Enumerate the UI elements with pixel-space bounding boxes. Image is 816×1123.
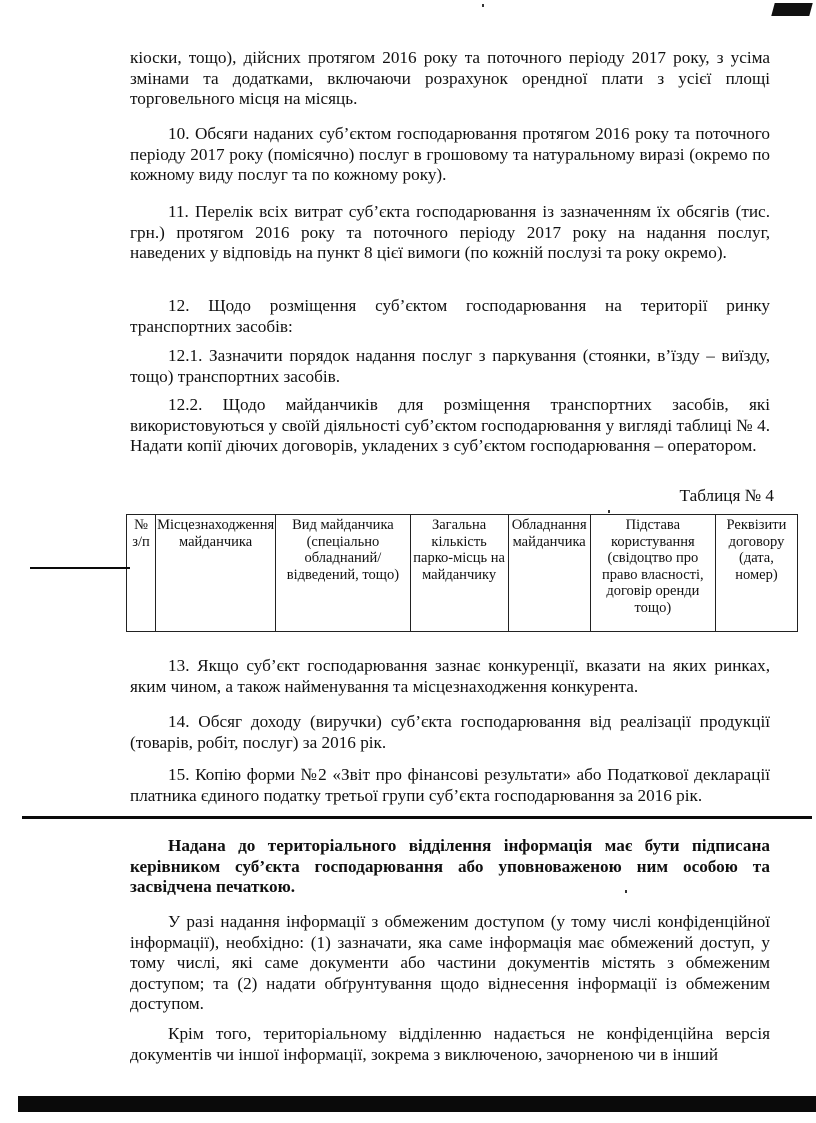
scan-speck bbox=[625, 890, 627, 893]
header-total-spots: Загальна кількість парко-місць на майданчику bbox=[410, 515, 508, 632]
paragraph-9-continuation: кіоски, тощо), дійсних протягом 2016 року та поточного періоду 2017 року, з усіма змінами та додатками, включаючи розрахунок орендної плати з усієї площі торговельного місця на місяць. bbox=[130, 48, 770, 108]
paragraph-15: 15. Копію форми №2 «Звіт про фінансові результати» або Податкової декларації платника єдиного податку третьої групи суб’єкта господарювання за 2016 рік. bbox=[130, 765, 770, 805]
header-location: Місцезнаходження майданчика bbox=[156, 515, 276, 632]
table-caption: Таблиця № 4 bbox=[679, 486, 774, 505]
paragraph-restricted-access: У разі надання інформації з обмеженим доступом (у тому числі конфіденційної інформації), необхідно: (1) зазначати, яка саме інформація має обмежений доступ, у тому числі, які саме документи або частини документів містять з обмеженим доступом; та (2) надати обґрунтування щодо віднесення інформації із обмеженим доступом. bbox=[130, 912, 770, 1013]
scan-artifact-line bbox=[30, 567, 130, 569]
scan-bottom-bar bbox=[18, 1096, 816, 1112]
scan-fold-line bbox=[22, 816, 812, 825]
header-contract-details: Реквізити договору (дата, номер) bbox=[715, 515, 797, 632]
header-basis: Підстава користування (свідоцтво про право власності, договір оренди тощо) bbox=[590, 515, 715, 632]
paragraph-13: 13. Якщо суб’єкт господарювання зазнає конкуренції, вказати на яких ринках, яким чином, а також найменування та місцезнаходження конкурента. bbox=[130, 656, 770, 696]
paragraph-10: 10. Обсяги наданих суб’єктом господарювання протягом 2016 року та поточного періоду 2017 року (помісячно) послуг в грошовому та натуральному виразі (окремо по кожному виду послуг та по кожному року). bbox=[130, 124, 770, 184]
notice-signature: Надана до територіального відділення інформація має бути підписана керівником суб’єкта господарювання або уповноваженою ним особою та засвідчена печаткою. bbox=[130, 836, 770, 896]
paragraph-12-2: 12.2. Щодо майданчиків для розміщення транспортних засобів, які використовуються у своїй діяльності суб’єктом господарювання у вигляді таблиці № 4. Надати копії діючих договорів, укладених з суб’єктом господарювання – оператором. bbox=[130, 395, 770, 455]
table-header-row bbox=[127, 515, 798, 632]
scan-artifact bbox=[771, 3, 812, 16]
paragraph-14: 14. Обсяг доходу (виручки) суб’єкта господарювання від реалізації продукції (товарів, робіт, послуг) за 2016 рік. bbox=[130, 712, 770, 752]
paragraph-11: 11. Перелік всіх витрат суб’єкта господарювання із зазначенням їх обсягів (тис. грн.) протягом 2016 року та поточного періоду 2017 року на надання послуг, наведених у відповідь на пункт 8 цієї вимоги (по кожній послузі та року окремо). bbox=[130, 202, 770, 262]
paragraph-12-1: 12.1. Зазначити порядок надання послуг з паркування (стоянки, в’їзду – виїзду, тощо) транспортних засобів. bbox=[130, 346, 770, 386]
header-equipment: Обладнання майданчика bbox=[508, 515, 590, 632]
header-number: № з/п bbox=[127, 515, 156, 632]
paragraph-12: 12. Щодо розміщення суб’єктом господарювання на території ринку транспортних засобів: bbox=[130, 296, 770, 336]
header-type: Вид майданчика (спеціально обладнаний/відведений, тощо) bbox=[276, 515, 411, 632]
scan-speck bbox=[608, 510, 610, 513]
scan-speck bbox=[482, 4, 484, 7]
table-4 bbox=[126, 514, 798, 632]
paragraph-besides: Крім того, територіальному відділенню надається не конфіденційна версія документів чи іншої інформації, зокрема з виключеною, зачорненою чи в інший bbox=[130, 1024, 770, 1064]
